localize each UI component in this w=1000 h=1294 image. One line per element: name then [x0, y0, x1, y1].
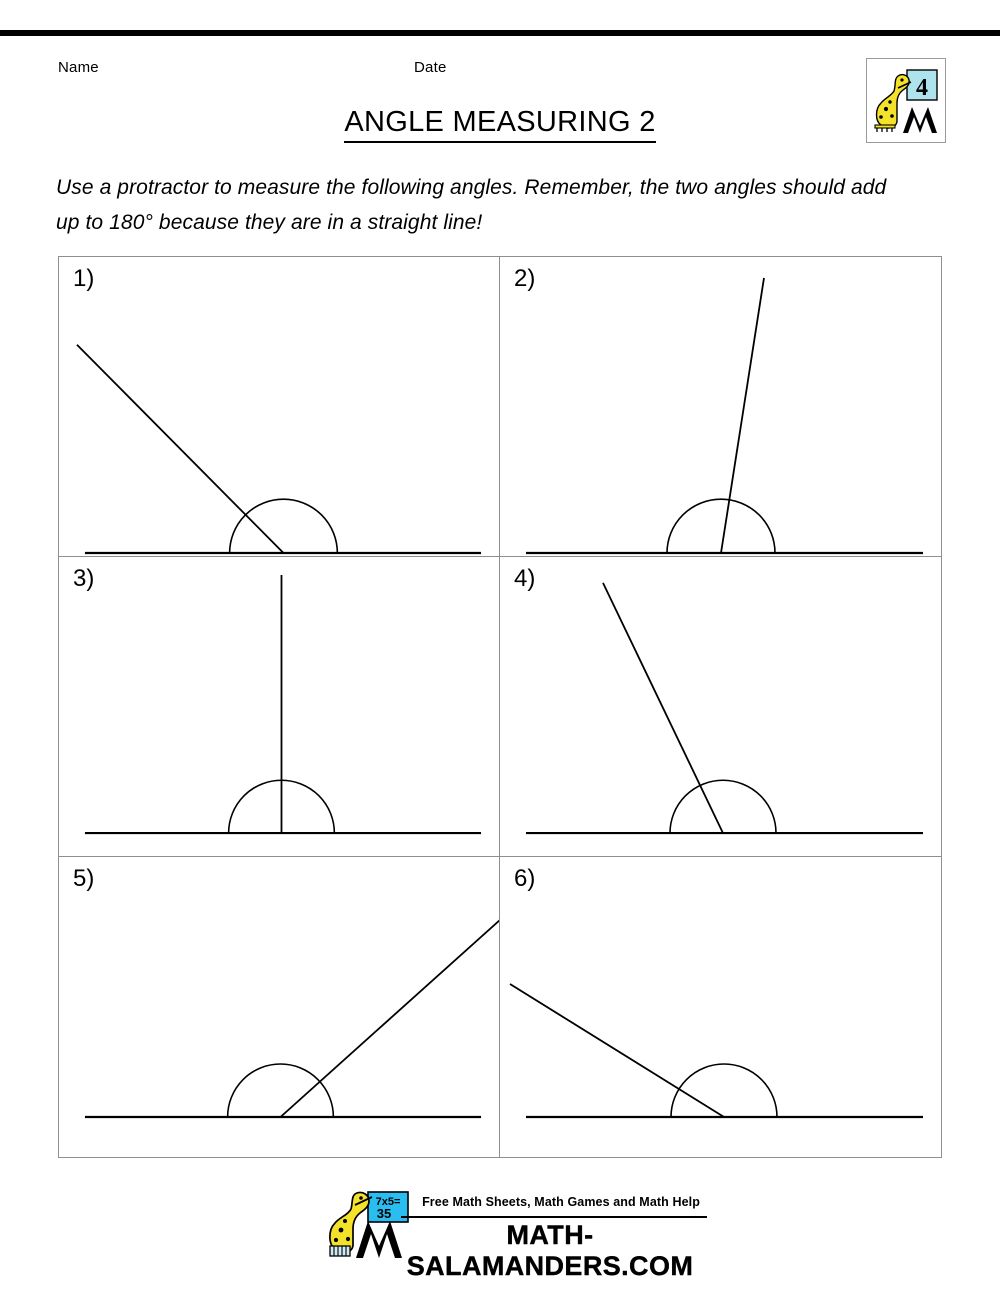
angle-ray	[77, 345, 284, 553]
angle-arc	[230, 499, 338, 553]
problem-figure-3	[59, 557, 499, 856]
header-grade-logo-graphic	[867, 59, 945, 142]
problem-cell-2	[500, 257, 941, 557]
problem-number-2: 2)	[514, 265, 536, 292]
angle-ray	[280, 919, 499, 1117]
angle-arc	[667, 499, 775, 553]
angle-arc	[670, 780, 776, 833]
problem-cell-1	[59, 257, 500, 557]
problem-number-3: 3)	[73, 565, 95, 592]
footer-domain: MATH-SALAMANDERS.COM	[406, 1220, 694, 1281]
footer-divider	[401, 1216, 707, 1218]
top-rule	[0, 30, 1000, 36]
footer	[0, 1186, 1000, 1281]
angle-ray	[603, 583, 723, 833]
name-label: Name	[58, 59, 99, 76]
problem-number-5: 5)	[73, 865, 95, 892]
footer-board-line2: 35	[376, 1206, 392, 1221]
page-title	[0, 106, 1000, 139]
problem-number-4: 4)	[514, 565, 536, 592]
problem-figure-4	[500, 557, 941, 856]
angle-arc	[228, 1064, 334, 1117]
problem-cell-4	[500, 557, 941, 857]
angle-ray	[510, 984, 724, 1117]
problem-cell-6	[500, 857, 941, 1157]
header-grade-logo	[866, 58, 946, 143]
problem-number-6: 6)	[514, 865, 536, 892]
problem-figure-6	[500, 857, 941, 1157]
footer-board-line1: 7x5=	[375, 1196, 401, 1208]
problem-grid	[58, 256, 942, 1158]
salamander-figure	[875, 75, 911, 132]
problem-cell-3	[59, 557, 500, 857]
page-title-text: ANGLE MEASURING 2	[344, 106, 655, 143]
logo-m-letter	[903, 107, 937, 133]
problem-figure-1	[59, 257, 499, 556]
footer-tagline: Free Math Sheets, Math Games and Math Help	[422, 1195, 700, 1209]
problem-figure-2	[500, 257, 941, 556]
instructions-text: Use a protractor to measure the following angles. Remember, the two angles should add up to 180° because they are in a straight line!	[56, 176, 887, 235]
problem-number-1: 1)	[73, 265, 95, 292]
angle-arc	[671, 1064, 777, 1117]
date-label: Date	[414, 59, 447, 76]
angle-ray	[721, 278, 764, 553]
grade-board-number: 4	[916, 75, 928, 101]
problem-figure-5	[59, 857, 499, 1157]
problem-cell-5	[59, 857, 500, 1157]
